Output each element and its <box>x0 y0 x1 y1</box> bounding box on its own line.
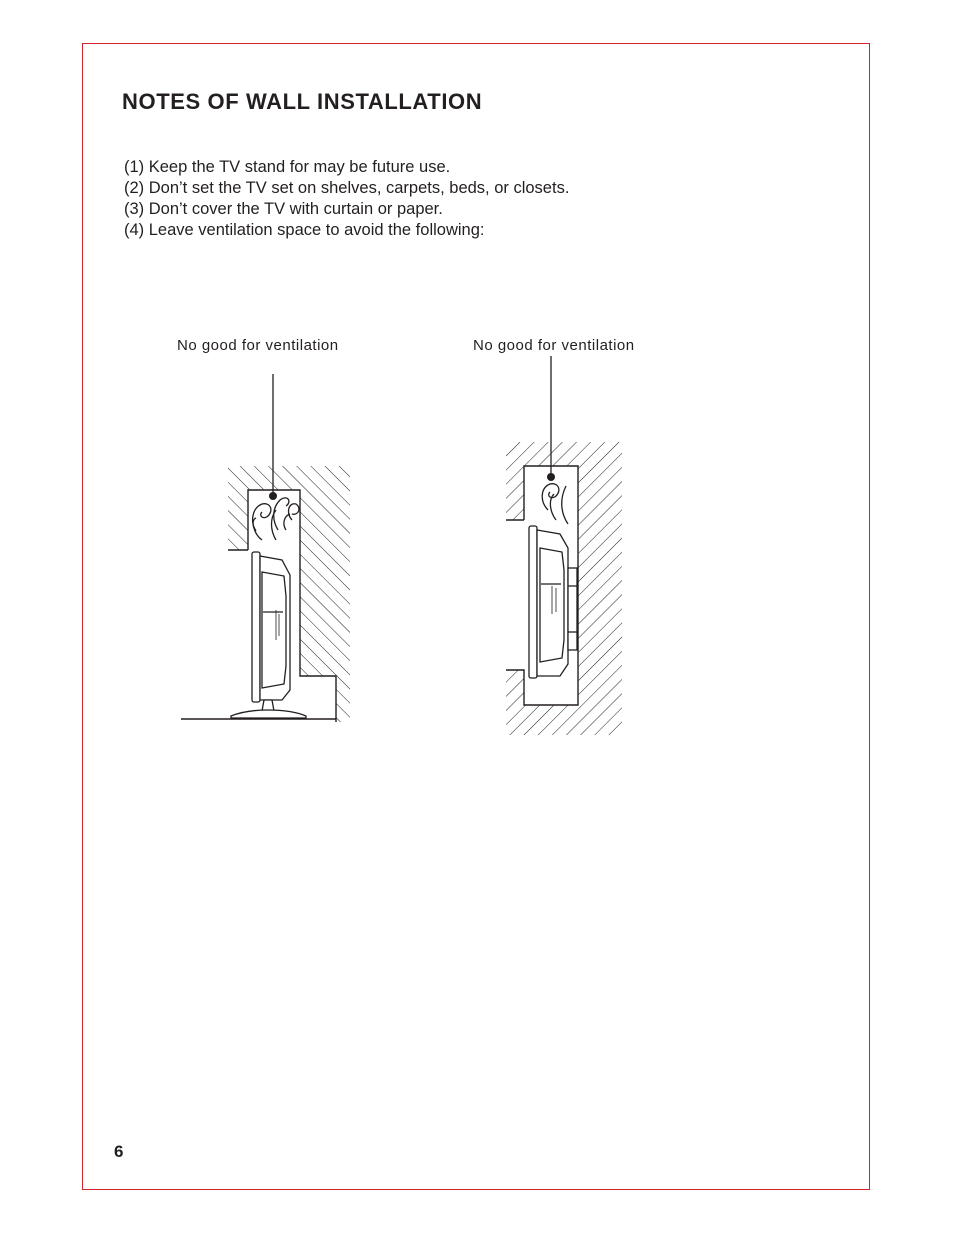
figure-caption-left: No good for ventilation <box>177 337 339 354</box>
note-item: (1) Keep the TV stand for may be future use. <box>124 158 451 176</box>
page-title: NOTES OF WALL INSTALLATION <box>122 89 483 114</box>
tv-on-stand <box>231 552 306 718</box>
figure-caption-right: No good for ventilation <box>473 337 635 354</box>
page-number: 6 <box>114 1142 124 1161</box>
left-pointer-dot <box>269 492 277 500</box>
note-item: (2) Don’t set the TV set on shelves, carpets, beds, or closets. <box>124 179 570 197</box>
note-item: (4) Leave ventilation space to avoid the following: <box>124 221 485 239</box>
right-pointer-dot <box>547 473 555 481</box>
note-item: (3) Don’t cover the TV with curtain or paper. <box>124 200 443 218</box>
left-figure <box>181 374 350 722</box>
heat-swirl-icon <box>253 498 299 540</box>
right-figure <box>506 356 622 735</box>
